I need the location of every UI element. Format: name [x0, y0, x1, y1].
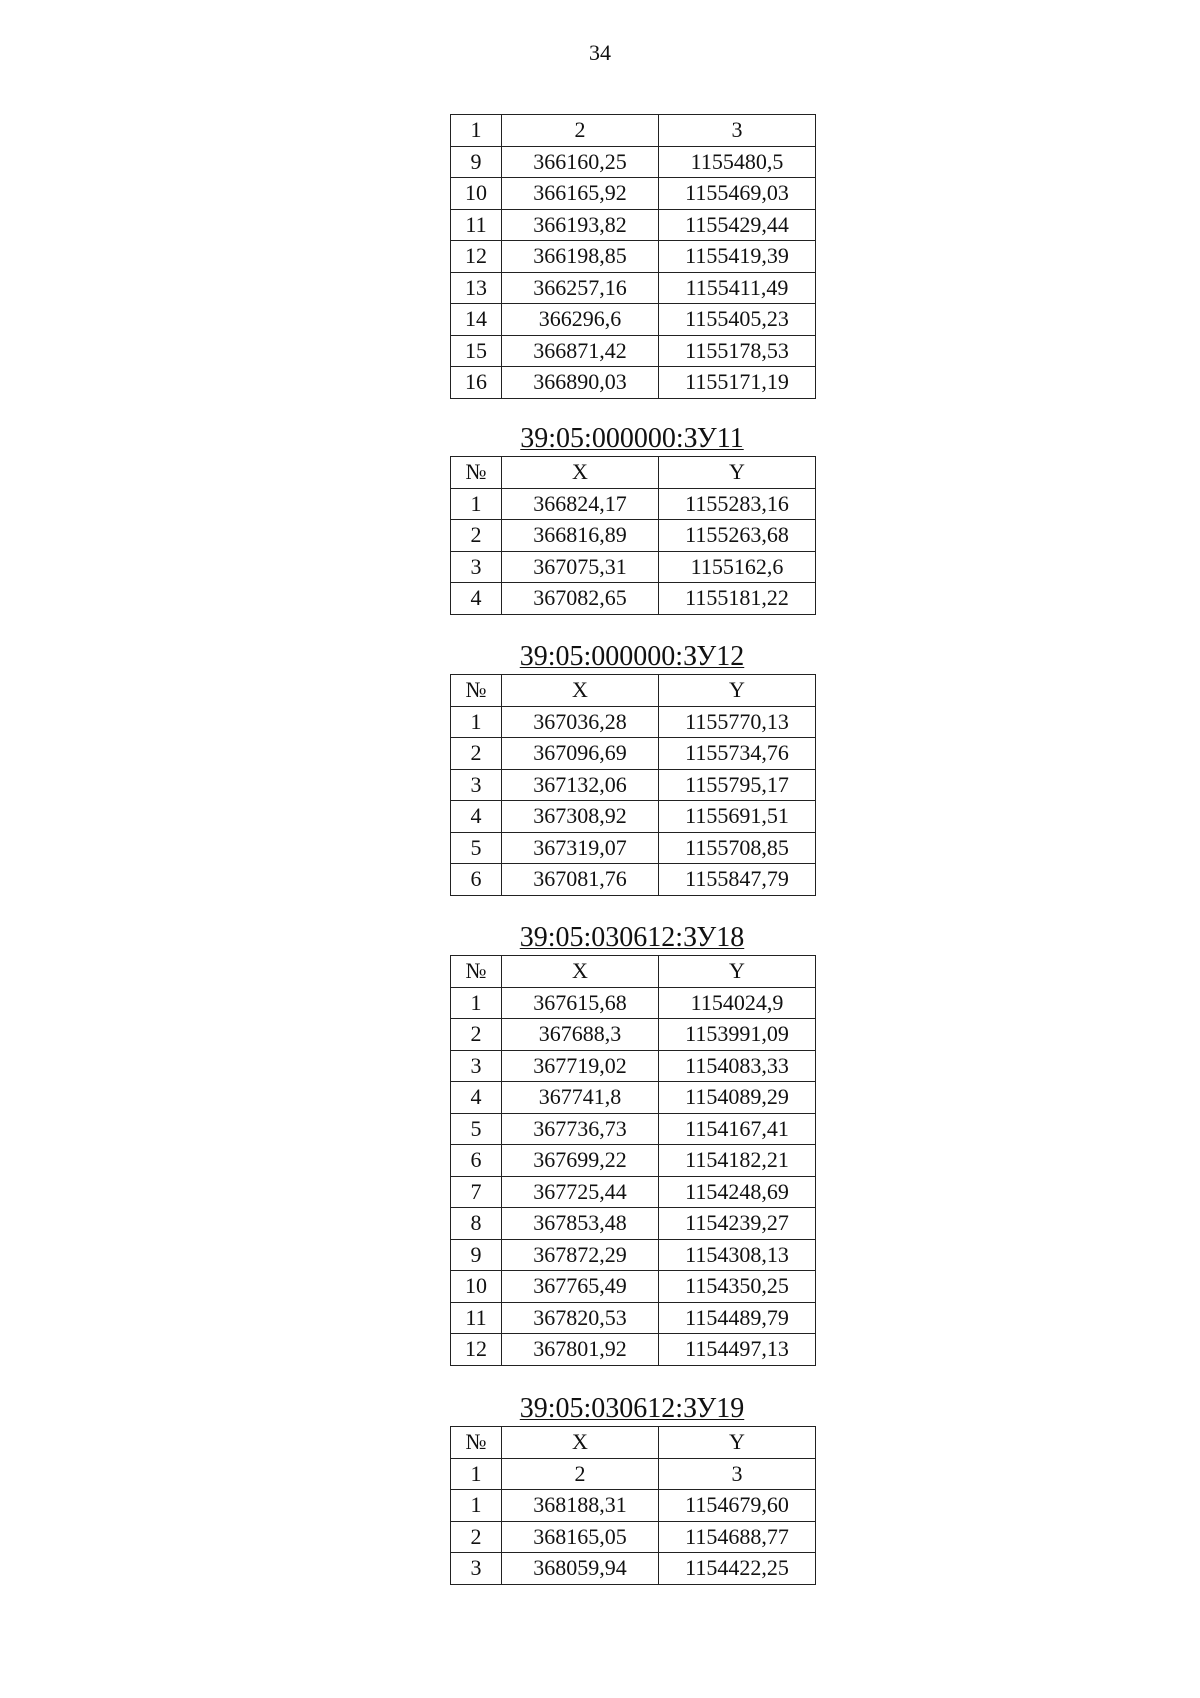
y-coordinate-cell: 1155162,6: [659, 551, 816, 583]
table-row: [451, 583, 816, 615]
y-coordinate-cell: 1154248,69: [659, 1176, 816, 1208]
table-row: [451, 1208, 816, 1240]
x-coordinate-cell: 367096,69: [502, 738, 659, 770]
coordinate-table: [450, 114, 816, 399]
x-coordinate-cell: 366871,42: [502, 335, 659, 367]
x-coordinate-cell: 367719,02: [502, 1050, 659, 1082]
point-number-cell: 15: [451, 335, 502, 367]
header-cell: Y: [659, 1427, 816, 1459]
x-coordinate-cell: 368059,94: [502, 1553, 659, 1585]
y-coordinate-cell: 1154182,21: [659, 1145, 816, 1177]
y-coordinate-cell: 1154489,79: [659, 1302, 816, 1334]
y-coordinate-cell: 1154167,41: [659, 1113, 816, 1145]
x-coordinate-cell: 366816,89: [502, 520, 659, 552]
header-cell: Y: [659, 457, 816, 489]
x-coordinate-cell: 366824,17: [502, 488, 659, 520]
point-number-cell: 1: [451, 488, 502, 520]
y-coordinate-cell: 1154089,29: [659, 1082, 816, 1114]
point-number-cell: 1: [451, 706, 502, 738]
coordinate-table: [450, 674, 816, 896]
point-number-cell: 16: [451, 367, 502, 399]
y-coordinate-cell: 1155691,51: [659, 801, 816, 833]
x-coordinate-cell: 2: [502, 1458, 659, 1490]
x-coordinate-cell: 367741,8: [502, 1082, 659, 1114]
y-coordinate-cell: 1155795,17: [659, 769, 816, 801]
table-row: [451, 1113, 816, 1145]
table-row: [451, 178, 816, 210]
x-coordinate-cell: 367308,92: [502, 801, 659, 833]
coordinate-block: [450, 921, 814, 1366]
point-number-cell: 11: [451, 209, 502, 241]
header-cell: X: [502, 1427, 659, 1459]
header-cell: №: [451, 675, 502, 707]
y-coordinate-cell: 1155263,68: [659, 520, 816, 552]
x-coordinate-cell: 367075,31: [502, 551, 659, 583]
y-coordinate-cell: 1155734,76: [659, 738, 816, 770]
coordinate-block: [450, 114, 814, 399]
table-title: 39:05:030612:ЗУ18: [519, 922, 745, 953]
y-coordinate-cell: 1155469,03: [659, 178, 816, 210]
x-coordinate-cell: 367132,06: [502, 769, 659, 801]
table-row: [451, 1334, 816, 1366]
header-cell: №: [451, 457, 502, 489]
y-coordinate-cell: 1154024,9: [659, 987, 816, 1019]
y-coordinate-cell: 1155283,16: [659, 488, 816, 520]
table-header-row: [451, 956, 816, 988]
table-row: [451, 864, 816, 896]
table-row: [451, 1239, 816, 1271]
x-coordinate-cell: 367688,3: [502, 1019, 659, 1051]
point-number-cell: 5: [451, 832, 502, 864]
point-number-cell: 11: [451, 1302, 502, 1334]
y-coordinate-cell: 1154083,33: [659, 1050, 816, 1082]
y-coordinate-cell: 1155847,79: [659, 864, 816, 896]
point-number-cell: 2: [451, 738, 502, 770]
x-coordinate-cell: 368188,31: [502, 1490, 659, 1522]
point-number-cell: 14: [451, 304, 502, 336]
y-coordinate-cell: 1154422,25: [659, 1553, 816, 1585]
point-number-cell: 4: [451, 583, 502, 615]
coordinate-table: [450, 456, 816, 615]
point-number-cell: 9: [451, 1239, 502, 1271]
x-coordinate-cell: 367081,76: [502, 864, 659, 896]
x-coordinate-cell: 367699,22: [502, 1145, 659, 1177]
table-row: [451, 209, 816, 241]
x-coordinate-cell: 367036,28: [502, 706, 659, 738]
table-row: [451, 241, 816, 273]
table-row: [451, 1553, 816, 1585]
y-coordinate-cell: 3: [659, 1458, 816, 1490]
point-number-cell: 5: [451, 1113, 502, 1145]
x-coordinate-cell: 367765,49: [502, 1271, 659, 1303]
point-number-cell: 1: [451, 1490, 502, 1522]
x-coordinate-cell: 367872,29: [502, 1239, 659, 1271]
table-row: [451, 769, 816, 801]
y-coordinate-cell: 1155411,49: [659, 272, 816, 304]
y-coordinate-cell: 1154350,25: [659, 1271, 816, 1303]
table-row: [451, 1082, 816, 1114]
header-cell: 3: [659, 115, 816, 147]
point-number-cell: 3: [451, 769, 502, 801]
table-row: [451, 1458, 816, 1490]
table-title: 39:05:030612:ЗУ19: [519, 1393, 745, 1424]
table-title: 39:05:000000:ЗУ12: [519, 641, 745, 672]
header-cell: X: [502, 956, 659, 988]
header-cell: №: [451, 956, 502, 988]
table-title: 39:05:000000:ЗУ11: [520, 423, 744, 454]
table-row: [451, 304, 816, 336]
x-coordinate-cell: 366160,25: [502, 146, 659, 178]
point-number-cell: 12: [451, 241, 502, 273]
y-coordinate-cell: 1154239,27: [659, 1208, 816, 1240]
x-coordinate-cell: 367725,44: [502, 1176, 659, 1208]
header-cell: 2: [502, 115, 659, 147]
point-number-cell: 10: [451, 178, 502, 210]
y-coordinate-cell: 1155480,5: [659, 146, 816, 178]
table-row: [451, 1145, 816, 1177]
table-row: [451, 1490, 816, 1522]
point-number-cell: 6: [451, 864, 502, 896]
header-cell: X: [502, 457, 659, 489]
point-number-cell: 2: [451, 1019, 502, 1051]
point-number-cell: 3: [451, 1050, 502, 1082]
y-coordinate-cell: 1155178,53: [659, 335, 816, 367]
table-row: [451, 488, 816, 520]
table-row: [451, 146, 816, 178]
point-number-cell: 1: [451, 1458, 502, 1490]
x-coordinate-cell: 367736,73: [502, 1113, 659, 1145]
coordinate-block: [450, 1392, 814, 1585]
x-coordinate-cell: 366198,85: [502, 241, 659, 273]
y-coordinate-cell: 1154308,13: [659, 1239, 816, 1271]
x-coordinate-cell: 367801,92: [502, 1334, 659, 1366]
point-number-cell: 7: [451, 1176, 502, 1208]
y-coordinate-cell: 1155708,85: [659, 832, 816, 864]
x-coordinate-cell: 367319,07: [502, 832, 659, 864]
point-number-cell: 13: [451, 272, 502, 304]
x-coordinate-cell: 366257,16: [502, 272, 659, 304]
coordinate-table: [450, 1426, 816, 1585]
point-number-cell: 2: [451, 520, 502, 552]
table-row: [451, 367, 816, 399]
x-coordinate-cell: 366890,03: [502, 367, 659, 399]
table-row: [451, 1176, 816, 1208]
point-number-cell: 1: [451, 987, 502, 1019]
header-cell: Y: [659, 956, 816, 988]
point-number-cell: 6: [451, 1145, 502, 1177]
y-coordinate-cell: 1154688,77: [659, 1521, 816, 1553]
table-row: [451, 706, 816, 738]
table-row: [451, 801, 816, 833]
coordinate-table: [450, 955, 816, 1366]
table-header-row: [451, 1427, 816, 1459]
table-header-row: [451, 457, 816, 489]
point-number-cell: 12: [451, 1334, 502, 1366]
header-cell: 1: [451, 115, 502, 147]
point-number-cell: 3: [451, 1553, 502, 1585]
x-coordinate-cell: 368165,05: [502, 1521, 659, 1553]
y-coordinate-cell: 1153991,09: [659, 1019, 816, 1051]
point-number-cell: 4: [451, 1082, 502, 1114]
y-coordinate-cell: 1155429,44: [659, 209, 816, 241]
x-coordinate-cell: 367615,68: [502, 987, 659, 1019]
x-coordinate-cell: 366193,82: [502, 209, 659, 241]
y-coordinate-cell: 1155181,22: [659, 583, 816, 615]
table-row: [451, 272, 816, 304]
coordinate-block: [450, 422, 814, 615]
header-cell: X: [502, 675, 659, 707]
x-coordinate-cell: 366165,92: [502, 178, 659, 210]
table-header-row: [451, 115, 816, 147]
y-coordinate-cell: 1155405,23: [659, 304, 816, 336]
point-number-cell: 3: [451, 551, 502, 583]
table-row: [451, 335, 816, 367]
table-row: [451, 520, 816, 552]
table-row: [451, 987, 816, 1019]
y-coordinate-cell: 1154679,60: [659, 1490, 816, 1522]
header-cell: Y: [659, 675, 816, 707]
header-cell: №: [451, 1427, 502, 1459]
point-number-cell: 4: [451, 801, 502, 833]
point-number-cell: 8: [451, 1208, 502, 1240]
x-coordinate-cell: 366296,6: [502, 304, 659, 336]
y-coordinate-cell: 1154497,13: [659, 1334, 816, 1366]
x-coordinate-cell: 367820,53: [502, 1302, 659, 1334]
table-row: [451, 1050, 816, 1082]
table-row: [451, 1271, 816, 1303]
point-number-cell: 10: [451, 1271, 502, 1303]
page-number: 34: [589, 40, 611, 65]
table-row: [451, 1302, 816, 1334]
y-coordinate-cell: 1155171,19: [659, 367, 816, 399]
table-row: [451, 551, 816, 583]
y-coordinate-cell: 1155419,39: [659, 241, 816, 273]
table-header-row: [451, 675, 816, 707]
x-coordinate-cell: 367082,65: [502, 583, 659, 615]
point-number-cell: 2: [451, 1521, 502, 1553]
table-row: [451, 738, 816, 770]
table-row: [451, 1521, 816, 1553]
x-coordinate-cell: 367853,48: [502, 1208, 659, 1240]
coordinate-block: [450, 640, 814, 896]
point-number-cell: 9: [451, 146, 502, 178]
y-coordinate-cell: 1155770,13: [659, 706, 816, 738]
table-row: [451, 832, 816, 864]
table-row: [451, 1019, 816, 1051]
